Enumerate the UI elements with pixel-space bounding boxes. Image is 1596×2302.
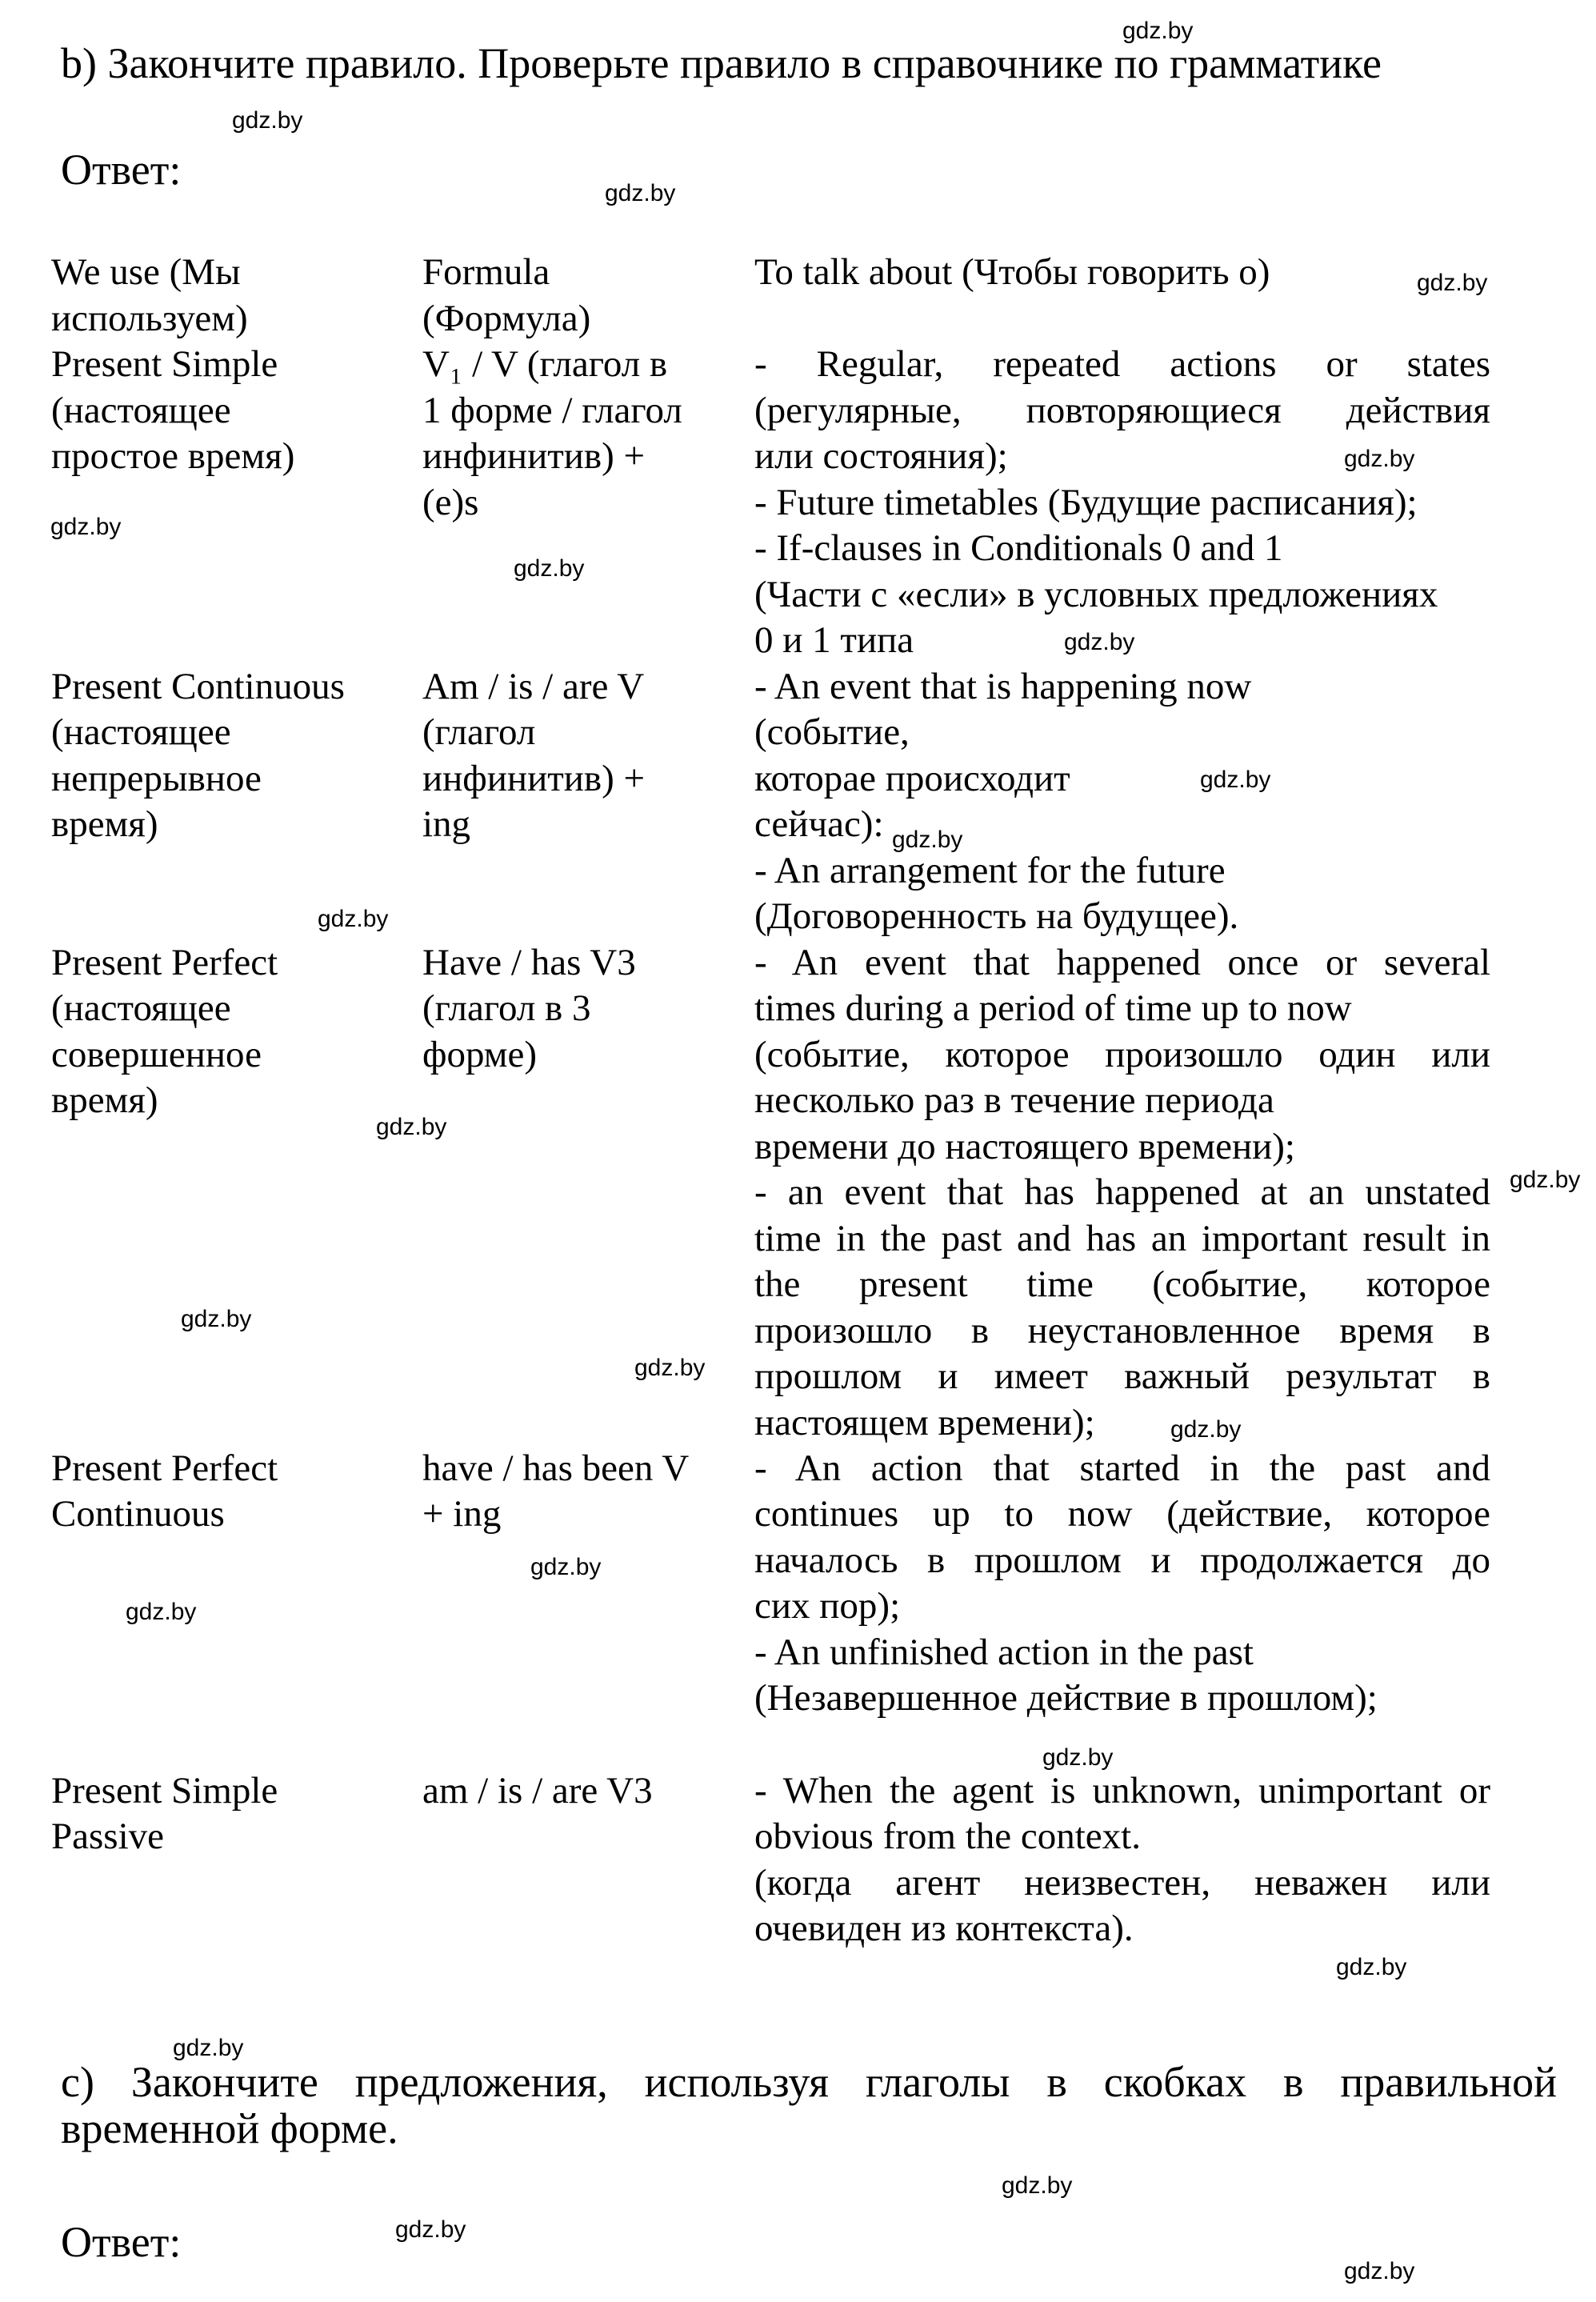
tense-cell xyxy=(51,664,422,848)
usage-line: (событие, которое произошло один или xyxy=(754,1033,1490,1075)
tense-cell xyxy=(51,1446,422,1538)
table-row-present-simple xyxy=(51,342,1491,664)
header-formula-line: Formula xyxy=(422,251,550,293)
watermark: gdz.by xyxy=(232,107,303,134)
usage-line: настоящем времени); xyxy=(754,1401,1095,1443)
formula-line: (e)s xyxy=(422,481,479,523)
usage-line: - An unfinished action in the past xyxy=(754,1631,1254,1673)
tense-line: простое время) xyxy=(51,435,295,477)
formula-line: ing xyxy=(422,803,471,845)
tense-line: Present Simple xyxy=(51,343,278,385)
watermark: gdz.by xyxy=(605,180,676,206)
tense-line: Present Perfect xyxy=(51,941,278,983)
watermark: gdz.by xyxy=(50,514,122,540)
formula-line: (глагол в 3 xyxy=(422,987,591,1029)
header-formula-line: (Формула) xyxy=(422,297,591,339)
usage-line: произошло в неустановленное время в xyxy=(754,1309,1490,1351)
watermark: gdz.by xyxy=(126,1599,197,1625)
formula-line: (глагол xyxy=(422,711,536,753)
watermark: gdz.by xyxy=(181,1306,252,1332)
watermark: gdz.by xyxy=(1002,2172,1073,2199)
usage-line: или состояния); xyxy=(754,435,1008,477)
formula-line: have / has been V xyxy=(422,1447,690,1489)
formula-cell xyxy=(422,664,754,848)
tense-line: время) xyxy=(51,803,158,845)
usage-line: - If-clauses in Conditionals 0 and 1 xyxy=(754,527,1283,569)
watermark: gdz.by xyxy=(395,2216,466,2243)
tense-line: Present Perfect xyxy=(51,1447,278,1489)
watermark: gdz.by xyxy=(1064,629,1135,655)
section-c-answer-label: Ответ: xyxy=(61,2218,182,2266)
usage-line: (Части с «если» в условных предложениях xyxy=(754,573,1438,615)
section-b-heading: b) Закончите правило. Проверьте правило в справочнике по грамматике xyxy=(61,39,1382,87)
formula-cell xyxy=(422,940,754,1079)
formula-cell xyxy=(422,342,754,526)
watermark: gdz.by xyxy=(1170,1416,1242,1443)
tense-line: Continuous xyxy=(51,1493,225,1535)
usage-line: (событие, xyxy=(754,711,910,753)
usage-line: the present time (событие, которое xyxy=(754,1263,1490,1305)
usage-cell xyxy=(754,940,1490,1447)
usage-line: - An event that happened once or several xyxy=(754,941,1490,983)
usage-line: очевиден из контекста). xyxy=(754,1908,1134,1949)
usage-line: - When the agent is unknown, unimportant or xyxy=(754,1769,1490,1812)
watermark: gdz.by xyxy=(1417,270,1488,296)
table-row-present-perfect-continuous xyxy=(51,1446,1491,1768)
watermark: gdz.by xyxy=(634,1355,706,1381)
formula-line: 1 форме / глагол xyxy=(422,389,682,431)
watermark: gdz.by xyxy=(1122,18,1194,44)
tense-line: (настоящее xyxy=(51,711,231,753)
header-we-use-line: We use (Мы xyxy=(51,251,241,293)
usage-line: которае происходит xyxy=(754,757,1070,799)
usage-cell xyxy=(754,342,1490,664)
watermark: gdz.by xyxy=(1344,446,1415,472)
watermark: gdz.by xyxy=(892,827,963,853)
header-we-use xyxy=(51,250,422,342)
formula-line: Have / has V3 xyxy=(422,941,636,983)
usage-line: - An action that started in the past and xyxy=(754,1447,1490,1489)
tense-line: время) xyxy=(51,1079,158,1121)
formula-cell xyxy=(422,1768,754,1815)
usage-line: - an event that has happened at an unstated xyxy=(754,1171,1490,1213)
watermark: gdz.by xyxy=(1510,1167,1581,1193)
tense-line: Present Continuous xyxy=(51,665,345,707)
usage-line: - An event that is happening now xyxy=(754,665,1252,707)
tense-line: Present Simple xyxy=(51,1769,278,1812)
section-b-answer-label: Ответ: xyxy=(61,146,182,194)
tense-cell xyxy=(51,1768,422,1860)
formula-line: + ing xyxy=(422,1493,502,1535)
formula-line: форме) xyxy=(422,1033,537,1075)
table-header-row xyxy=(51,250,1491,342)
header-talk-about-line: To talk about (Чтобы говорить о) xyxy=(754,251,1270,293)
header-formula xyxy=(422,250,754,342)
usage-line: прошлом и имеет важный результат в xyxy=(754,1355,1490,1397)
usage-line: (когда агент неизвестен, неважен или xyxy=(754,1861,1490,1904)
usage-line: - An arrangement for the future xyxy=(754,849,1226,891)
header-we-use-line: используем) xyxy=(51,297,248,339)
usage-line: - Regular, repeated actions or states xyxy=(754,343,1490,385)
usage-line: времени до настоящего времени); xyxy=(754,1125,1295,1167)
usage-line: (Незавершенное действие в прошлом); xyxy=(754,1677,1378,1719)
header-talk-about xyxy=(754,250,1490,296)
section-c-heading-line: c) Закончите предложения, используя глаголы в скобках в правильной xyxy=(61,2058,1557,2106)
watermark: gdz.by xyxy=(1200,767,1271,793)
usage-line: time in the past and has an important result in xyxy=(754,1217,1490,1259)
usage-line: obvious from the context. xyxy=(754,1816,1141,1857)
watermark: gdz.by xyxy=(514,555,585,582)
formula-line: инфинитив) + xyxy=(422,757,646,799)
formula-line: инфинитив) + xyxy=(422,435,646,477)
usage-line: times during a period of time up to now xyxy=(754,987,1352,1029)
watermark: gdz.by xyxy=(376,1114,447,1140)
usage-cell xyxy=(754,1768,1490,1952)
formula-line: am / is / are V3 xyxy=(422,1769,653,1812)
formula-cell xyxy=(422,1446,754,1538)
usage-line: сих пор); xyxy=(754,1585,901,1627)
usage-cell xyxy=(754,1446,1490,1722)
watermark: gdz.by xyxy=(318,906,389,932)
formula-line: Am / is / are V xyxy=(422,665,645,707)
formula-line: V₁ / V (глагол в xyxy=(422,343,668,385)
watermark: gdz.by xyxy=(173,2035,244,2061)
table-row-present-perfect xyxy=(51,940,1491,1446)
usage-line: (регулярные, повторяющиеся действия xyxy=(754,389,1490,431)
watermark: gdz.by xyxy=(1336,1954,1407,1980)
tense-line: (настоящее xyxy=(51,389,231,431)
section-c-heading xyxy=(61,2059,1557,2152)
usage-line: началось в прошлом и продолжается до xyxy=(754,1539,1490,1581)
usage-line: (Договоренность на будущее). xyxy=(754,895,1239,937)
tense-cell xyxy=(51,342,422,480)
watermark: gdz.by xyxy=(530,1554,602,1580)
tense-line: совершенное xyxy=(51,1033,262,1075)
tense-line: непрерывное xyxy=(51,757,262,799)
tense-line: (настоящее xyxy=(51,987,231,1029)
tense-line: Passive xyxy=(51,1816,164,1857)
table-row-present-simple-passive xyxy=(51,1768,1491,1952)
usage-line: continues up to now (действие, которое xyxy=(754,1493,1490,1535)
watermark: gdz.by xyxy=(1042,1744,1114,1771)
usage-cell xyxy=(754,664,1490,940)
tense-rule-table xyxy=(51,250,1491,1952)
tense-cell xyxy=(51,940,422,1124)
watermark: gdz.by xyxy=(1344,2258,1415,2284)
usage-line: несколько раз в течение периода xyxy=(754,1079,1274,1121)
table-row-present-continuous xyxy=(51,664,1491,940)
usage-line: 0 и 1 типа xyxy=(754,619,914,661)
usage-line: сейчас): xyxy=(754,803,884,845)
section-c-heading-line: временной форме. xyxy=(61,2104,398,2152)
usage-line: - Future timetables (Будущие расписания); xyxy=(754,481,1418,523)
